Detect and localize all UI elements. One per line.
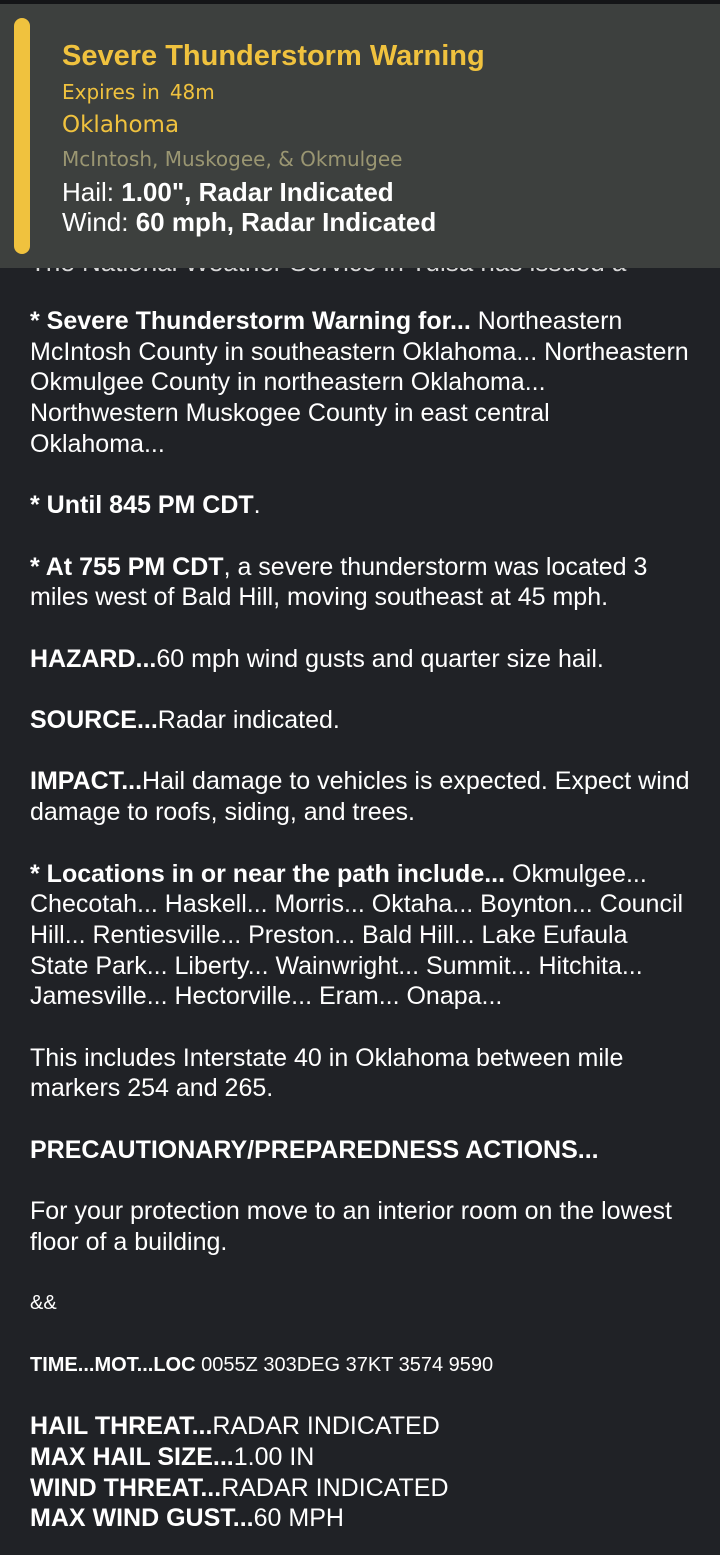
- wind-detail: [62, 207, 436, 238]
- bulletin-body[interactable]: [30, 306, 690, 1534]
- threat-summary: [30, 1411, 690, 1534]
- expires-value: 48m: [169, 80, 215, 104]
- hazard-paragraph: HAZARD...60 mph wind gusts and quarter size hail.: [30, 644, 604, 673]
- max-hail-size-line: MAX HAIL SIZE...1.00 IN: [30, 1442, 315, 1471]
- storm-location-paragraph: * At 755 PM CDT, a severe thunderstorm was located 3 miles west of Bald Hill, moving southeast at 45 mph.: [30, 552, 648, 612]
- alert-header[interactable]: [0, 4, 720, 268]
- separator-text: &&: [30, 1292, 57, 1315]
- interstate-paragraph: This includes Interstate 40 in Oklahoma between mile markers 254 and 265.: [30, 1043, 624, 1103]
- severity-indicator-bar: [14, 18, 30, 254]
- time-mot-loc-line: TIME...MOT...LOC 0055Z 303DEG 37KT 3574 9590: [30, 1353, 494, 1376]
- alert-title: Severe Thunderstorm Warning: [62, 40, 485, 72]
- locations-paragraph: * Locations in or near the path include... Okmulgee... Checotah... Haskell... Morris... Oktaha... Boynton... Council Hill... Rentiesville... Preston... Bald Hill... Lake Eufaula State Park... Liberty... Wainwright... Summit... Hitchita... Jamesville... Hectorville... Eram... Onapa...: [30, 859, 684, 1011]
- alert-counties: McIntosh, Muskogee, & Okmulgee: [62, 147, 403, 171]
- until-paragraph: * Until 845 PM CDT.: [30, 491, 261, 520]
- expires-line: [62, 80, 215, 104]
- max-wind-gust-line: MAX WIND GUST...60 MPH: [30, 1504, 344, 1533]
- alert-state: Oklahoma: [62, 112, 180, 138]
- expires-label: Expires in: [62, 80, 160, 104]
- warning-for-paragraph: * Severe Thunderstorm Warning for... Northeastern McIntosh County in southeastern Oklahoma... Northeastern Okmulgee County in northeastern Oklahoma... Northwestern Muskogee County in east central Oklahoma...: [30, 307, 689, 458]
- source-paragraph: SOURCE...Radar indicated.: [30, 706, 340, 735]
- impact-paragraph: IMPACT...Hail damage to vehicles is expected. Expect wind damage to roofs, siding, and trees.: [30, 767, 690, 827]
- wind-threat-line: WIND THREAT...RADAR INDICATED: [30, 1473, 449, 1502]
- hail-threat-line: HAIL THREAT...RADAR INDICATED: [30, 1412, 440, 1441]
- hail-detail: [62, 177, 394, 208]
- wind-value: 60 mph, Radar Indicated: [135, 207, 437, 237]
- protection-paragraph: For your protection move to an interior room on the lowest floor of a building.: [30, 1197, 672, 1256]
- hail-label: Hail:: [62, 177, 115, 207]
- hail-value: 1.00", Radar Indicated: [121, 177, 394, 207]
- actions-heading: PRECAUTIONARY/PREPAREDNESS ACTIONS...: [30, 1135, 599, 1164]
- wind-label: Wind:: [62, 207, 129, 237]
